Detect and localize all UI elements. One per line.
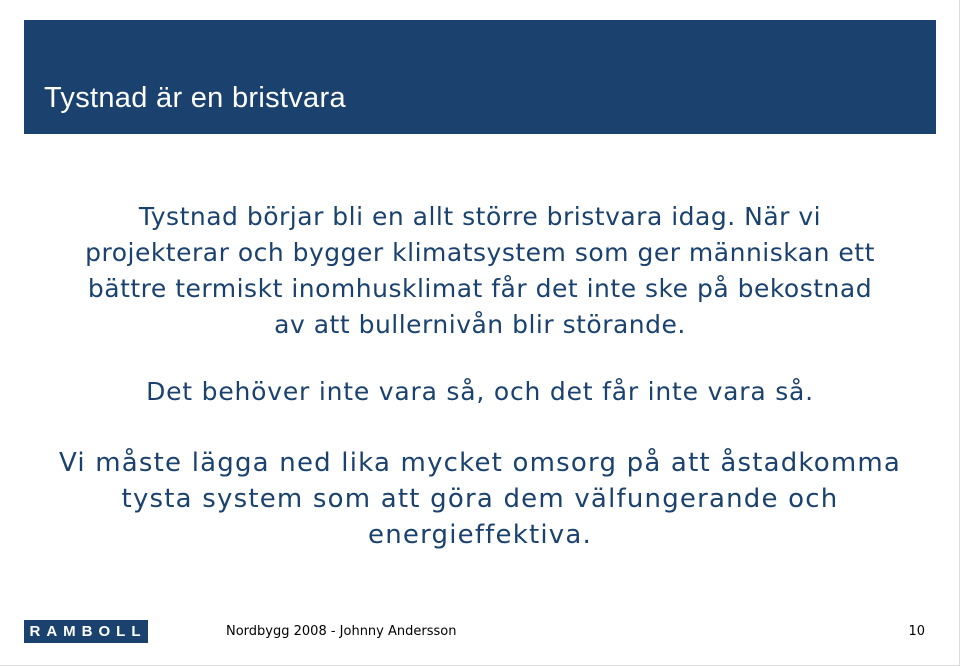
paragraph-conclusion [0, 445, 960, 553]
paragraph-line: Tystnad börjar bli en allt större bristvara idag. När vi [138, 202, 822, 231]
paragraph-line: tysta system som att göra dem välfungerande och [121, 484, 839, 514]
paragraph-line: projekterar och bygger klimatsystem som ger människan ett [85, 238, 875, 267]
footer-presenter: Nordbygg 2008 - Johnny Andersson [226, 624, 457, 639]
paragraph-line: av att bullernivån blir störande. [274, 310, 686, 339]
ramboll-logo: RAMBOLL [24, 620, 148, 643]
title-bar [24, 20, 936, 134]
page-number: 10 [908, 624, 925, 639]
paragraph-statement [0, 374, 960, 410]
paragraph-line: Vi måste lägga ned lika mycket omsorg på att åstadkomma [58, 448, 902, 478]
slide-title: Tystnad är en bristvara [44, 82, 346, 114]
paragraph-line: energieffektiva. [368, 520, 592, 550]
paragraph-line: Det behöver inte vara så, och det får inte vara så. [146, 377, 814, 406]
paragraph-intro [0, 199, 960, 343]
paragraph-line: bättre termiskt inomhusklimat får det inte ske på bekostnad [87, 274, 873, 303]
